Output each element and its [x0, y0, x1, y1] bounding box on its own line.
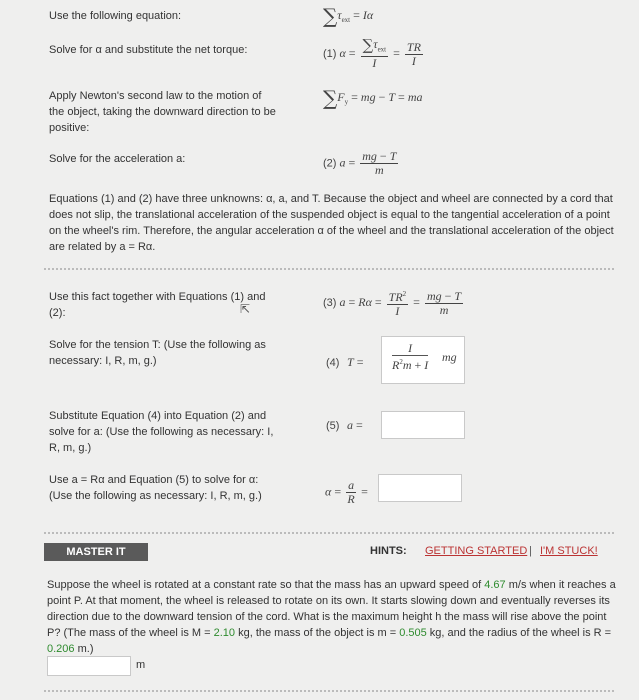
- combined-equation: (3) a = Rα = $\frac{TR^2}{I}$ = $\frac{mg - T}{m}$: [323, 288, 462, 318]
- step-label-substitute: Substitute Equation (4) into Equation (2) and solve for a: (Use the following as necessary: I, R, m, g.): [49, 410, 274, 454]
- master-it-problem: [47, 577, 617, 657]
- height-answer-field[interactable]: [47, 656, 131, 676]
- step-label-use-equation: Use the following equation:: [49, 10, 182, 22]
- wheel-mass-value: 2.10: [213, 627, 236, 639]
- alpha-equation: (1) α = $\frac{\sum\tau_{ext}}{I}$ = $\frac{TR}{I}$: [323, 35, 421, 71]
- step-label-tension: Solve for the tension T: (Use the following as necessary: I, R, m, g.): [49, 339, 266, 367]
- explanation-paragraph: Equations (1) and (2) have three unknowns: α, a, and T. Because the object and wheel are connected by a cord that does not slip, the translational acceleration of the suspended object is equal to the tangential acceleration of a point on the wheel's rim. Therefore, the angular acceleration α of the wheel and the translational acceleration of the object are related by a = Rα.: [49, 193, 614, 253]
- alpha-answer-field[interactable]: [378, 474, 462, 502]
- divider: [44, 690, 614, 692]
- problem-text-4: kg, and the radius of the wheel is R =: [429, 627, 612, 639]
- tension-answer-fraction: $\frac{I}{R^2m + I}$: [392, 341, 429, 372]
- newton-equation: $\sum F_y$ = mg − T = ma: [323, 86, 423, 110]
- object-mass-value: 0.505: [399, 627, 427, 639]
- radius-value: 0.206: [47, 643, 75, 655]
- acceleration-answer-field[interactable]: [381, 411, 465, 439]
- step-label-solve-a: Solve for the acceleration a:: [49, 153, 186, 165]
- im-stuck-link[interactable]: I'M STUCK!: [540, 545, 598, 557]
- cursor-icon: ⇱: [240, 302, 251, 316]
- problem-text-5: m.): [77, 643, 94, 655]
- torque-equation: $\sum\tau_{ext} = I\alpha$: [323, 4, 374, 28]
- getting-started-link[interactable]: GETTING STARTED: [425, 545, 528, 557]
- problem-text-2: m/s when it reaches a point P. At that moment, the wheel is released to rotate on its own. It starts slowing down and eventually reverses its direction due to the downward tension of the cord. What is the maximum height h the mass will rise above the point P? (The mass of the wheel is M =: [47, 579, 616, 639]
- tension-equals: T =: [347, 355, 364, 369]
- step-label-newton: Apply Newton's second law to the motion of the object, taking the downward direction to be positive:: [49, 90, 276, 134]
- a-equals: a =: [347, 418, 363, 432]
- acceleration-equation: (2) a = $\frac{mg - T}{m}$: [323, 149, 397, 177]
- problem-text-1: Suppose the wheel is rotated at a constant rate so that the mass has an upward speed of: [47, 579, 482, 591]
- step-label-solve-alpha: Solve for α and substitute the net torque:: [49, 44, 248, 56]
- tension-answer-field[interactable]: [381, 336, 465, 384]
- divider: [44, 532, 614, 534]
- step-label-alpha-solve: Use a = Rα and Equation (5) to solve for α: (Use the following as necessary: I, R, m, g.): [49, 474, 262, 502]
- height-unit-label: m: [136, 659, 146, 671]
- divider: [44, 268, 614, 270]
- master-it-badge: MASTER IT: [44, 543, 148, 561]
- step-label-use-fact: Use this fact together with Equations (1) and (2):: [49, 291, 266, 319]
- hints-label: HINTS:: [370, 545, 407, 557]
- eq-number-4: (4): [326, 357, 340, 369]
- hint-separator: |: [529, 545, 532, 557]
- speed-value: 4.67: [484, 579, 506, 591]
- eq-number-5: (5): [326, 420, 340, 432]
- tension-answer-mg: mg: [442, 350, 457, 364]
- eq-number-1: (1): [323, 47, 337, 60]
- eq-number-2: (2): [323, 157, 337, 170]
- alpha-ratio-equation: α = $\frac{a}{R}$ =: [325, 478, 368, 506]
- problem-text-3: kg, the mass of the object is m =: [238, 627, 397, 639]
- eq-number-3: (3): [323, 296, 337, 309]
